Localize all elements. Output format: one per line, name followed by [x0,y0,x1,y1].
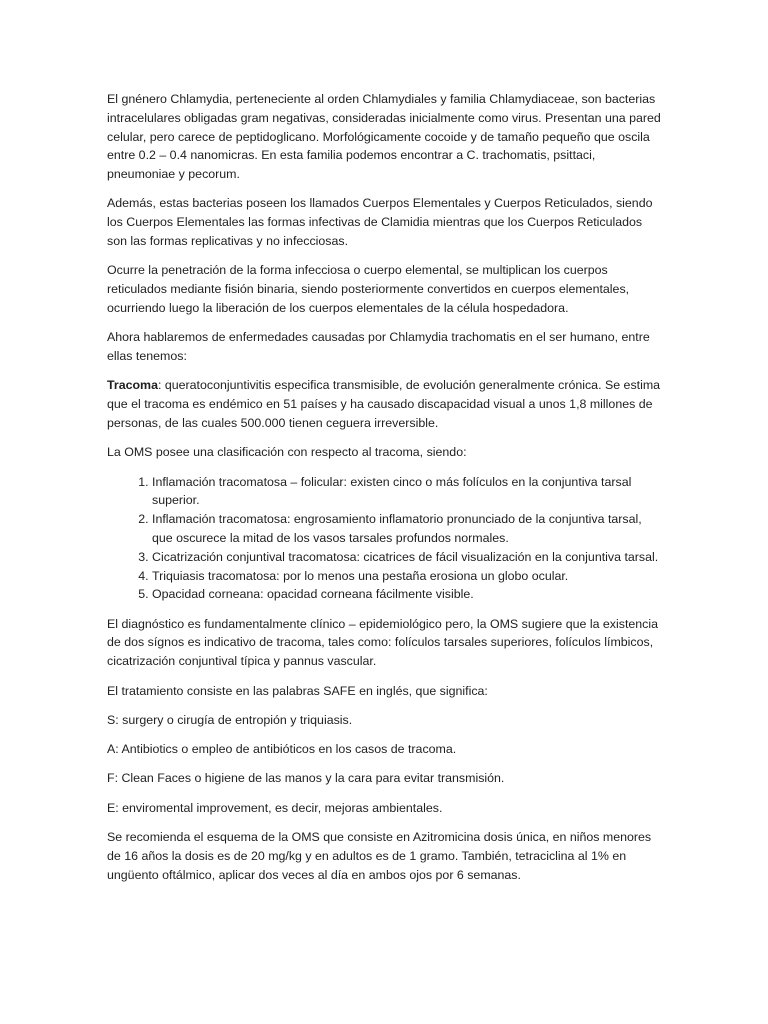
document-body [107,90,665,895]
paragraph-who-classification: La OMS posee una clasificación con respecto al tracoma, siendo: [107,445,467,460]
paragraph-recommendation: Se recomienda el esquema de la OMS que consiste en Azitromicina dosis única, en niños menores de 16 años la dosis es de 20 mg/kg y en adultos es de 1 gramo. También, tetraciclina al 1% en ungüento oftálmico, aplicar dos veces al día en ambos ojos por 6 semanas. [107,830,652,882]
paragraph-treatment: El tratamiento consiste en las palabras SAFE en inglés, que significa: [107,683,488,698]
list-item: 2. Inflamación tracomatosa: engrosamiento inflamatorio pronunciado de la conjuntiva tarsal, que oscurece la mitad de los vasos tarsales profundos normales. [152,510,665,548]
trachoma-term: Tracoma [107,378,158,393]
paragraph-intro: El gnénero Chlamydia, perteneciente al orden Chlamydiales y familia Chlamydiaceae, son bacterias intracelulares obligadas gram negativas, consideradas inicialmente como virus. Presentan una pared celular, pero carece de peptidoglicano. Morfológicamente cocoide y de tamaño pequeño que oscila entre 0.2 – 0.4 nanomicras. En esta familia podemos encontrar a C. trachomatis, psittaci, pneumoniae y pecorum. [107,92,661,182]
classification-list [107,473,665,605]
trachoma-definition: : queratoconjuntivitis especifica transmisible, de evolución generalmente crónica. Se estima que el tracoma es endémico en 51 países y ha causado discapacidad visual a unos 1,8 millones de personas, de las cuales 500.000 tienen ceguera irreversible. [107,378,661,430]
paragraph-safe-e: E: enviromental improvement, es decir, mejoras ambientales. [107,800,443,815]
paragraph-safe-a: A: Antibiotics o empleo de antibióticos en los casos de tracoma. [107,742,457,757]
list-item: 5. Opacidad corneana: opacidad corneana fácilmente visible. [152,585,665,604]
list-item: 1. Inflamación tracomatosa – folicular: existen cinco o más folículos en la conjuntiva tarsal superior. [152,473,665,511]
list-item: 4. Triquiasis tracomatosa: por lo menos una pestaña erosiona un globo ocular. [152,567,665,586]
paragraph-diseases: Ahora hablaremos de enfermedades causadas por Chlamydia trachomatis en el ser humano, entre ellas tenemos: [107,330,650,364]
paragraph-bodies: Además, estas bacterias poseen los llamados Cuerpos Elementales y Cuerpos Reticulados, siendo los Cuerpos Elementales las formas infectivas de Clamidia mientras que los Cuerpos Reticulados son las formas replicativas y no infecciosas. [107,196,653,249]
paragraph-safe-f: F: Clean Faces o higiene de las manos y la cara para evitar transmisión. [107,771,505,786]
paragraph-diagnosis: El diagnóstico es fundamentalmente clínico – epidemiológico pero, la OMS sugiere que la existencia de dos sígnos es indicativo de tracoma, tales como: folículos tarsales superiores, folículos límbicos, cicatrización conjuntival típica y pannus vascular. [107,616,659,669]
paragraph-safe-s: S: surgery o cirugía de entropión y triquiasis. [107,712,353,727]
paragraph-trachoma [107,376,665,432]
paragraph-penetration: Ocurre la penetración de la forma infecciosa o cuerpo elemental, se multiplican los cuerpos reticulados mediante fisión binaria, siendo posteriormente convertidos en cuerpos elementales, ocurriendo luego la liberación de los cuerpos elementales de la célula hospedadora. [107,263,630,315]
list-item: 3. Cicatrización conjuntival tracomatosa: cicatrices de fácil visualización en la conjuntiva tarsal. [152,548,665,567]
